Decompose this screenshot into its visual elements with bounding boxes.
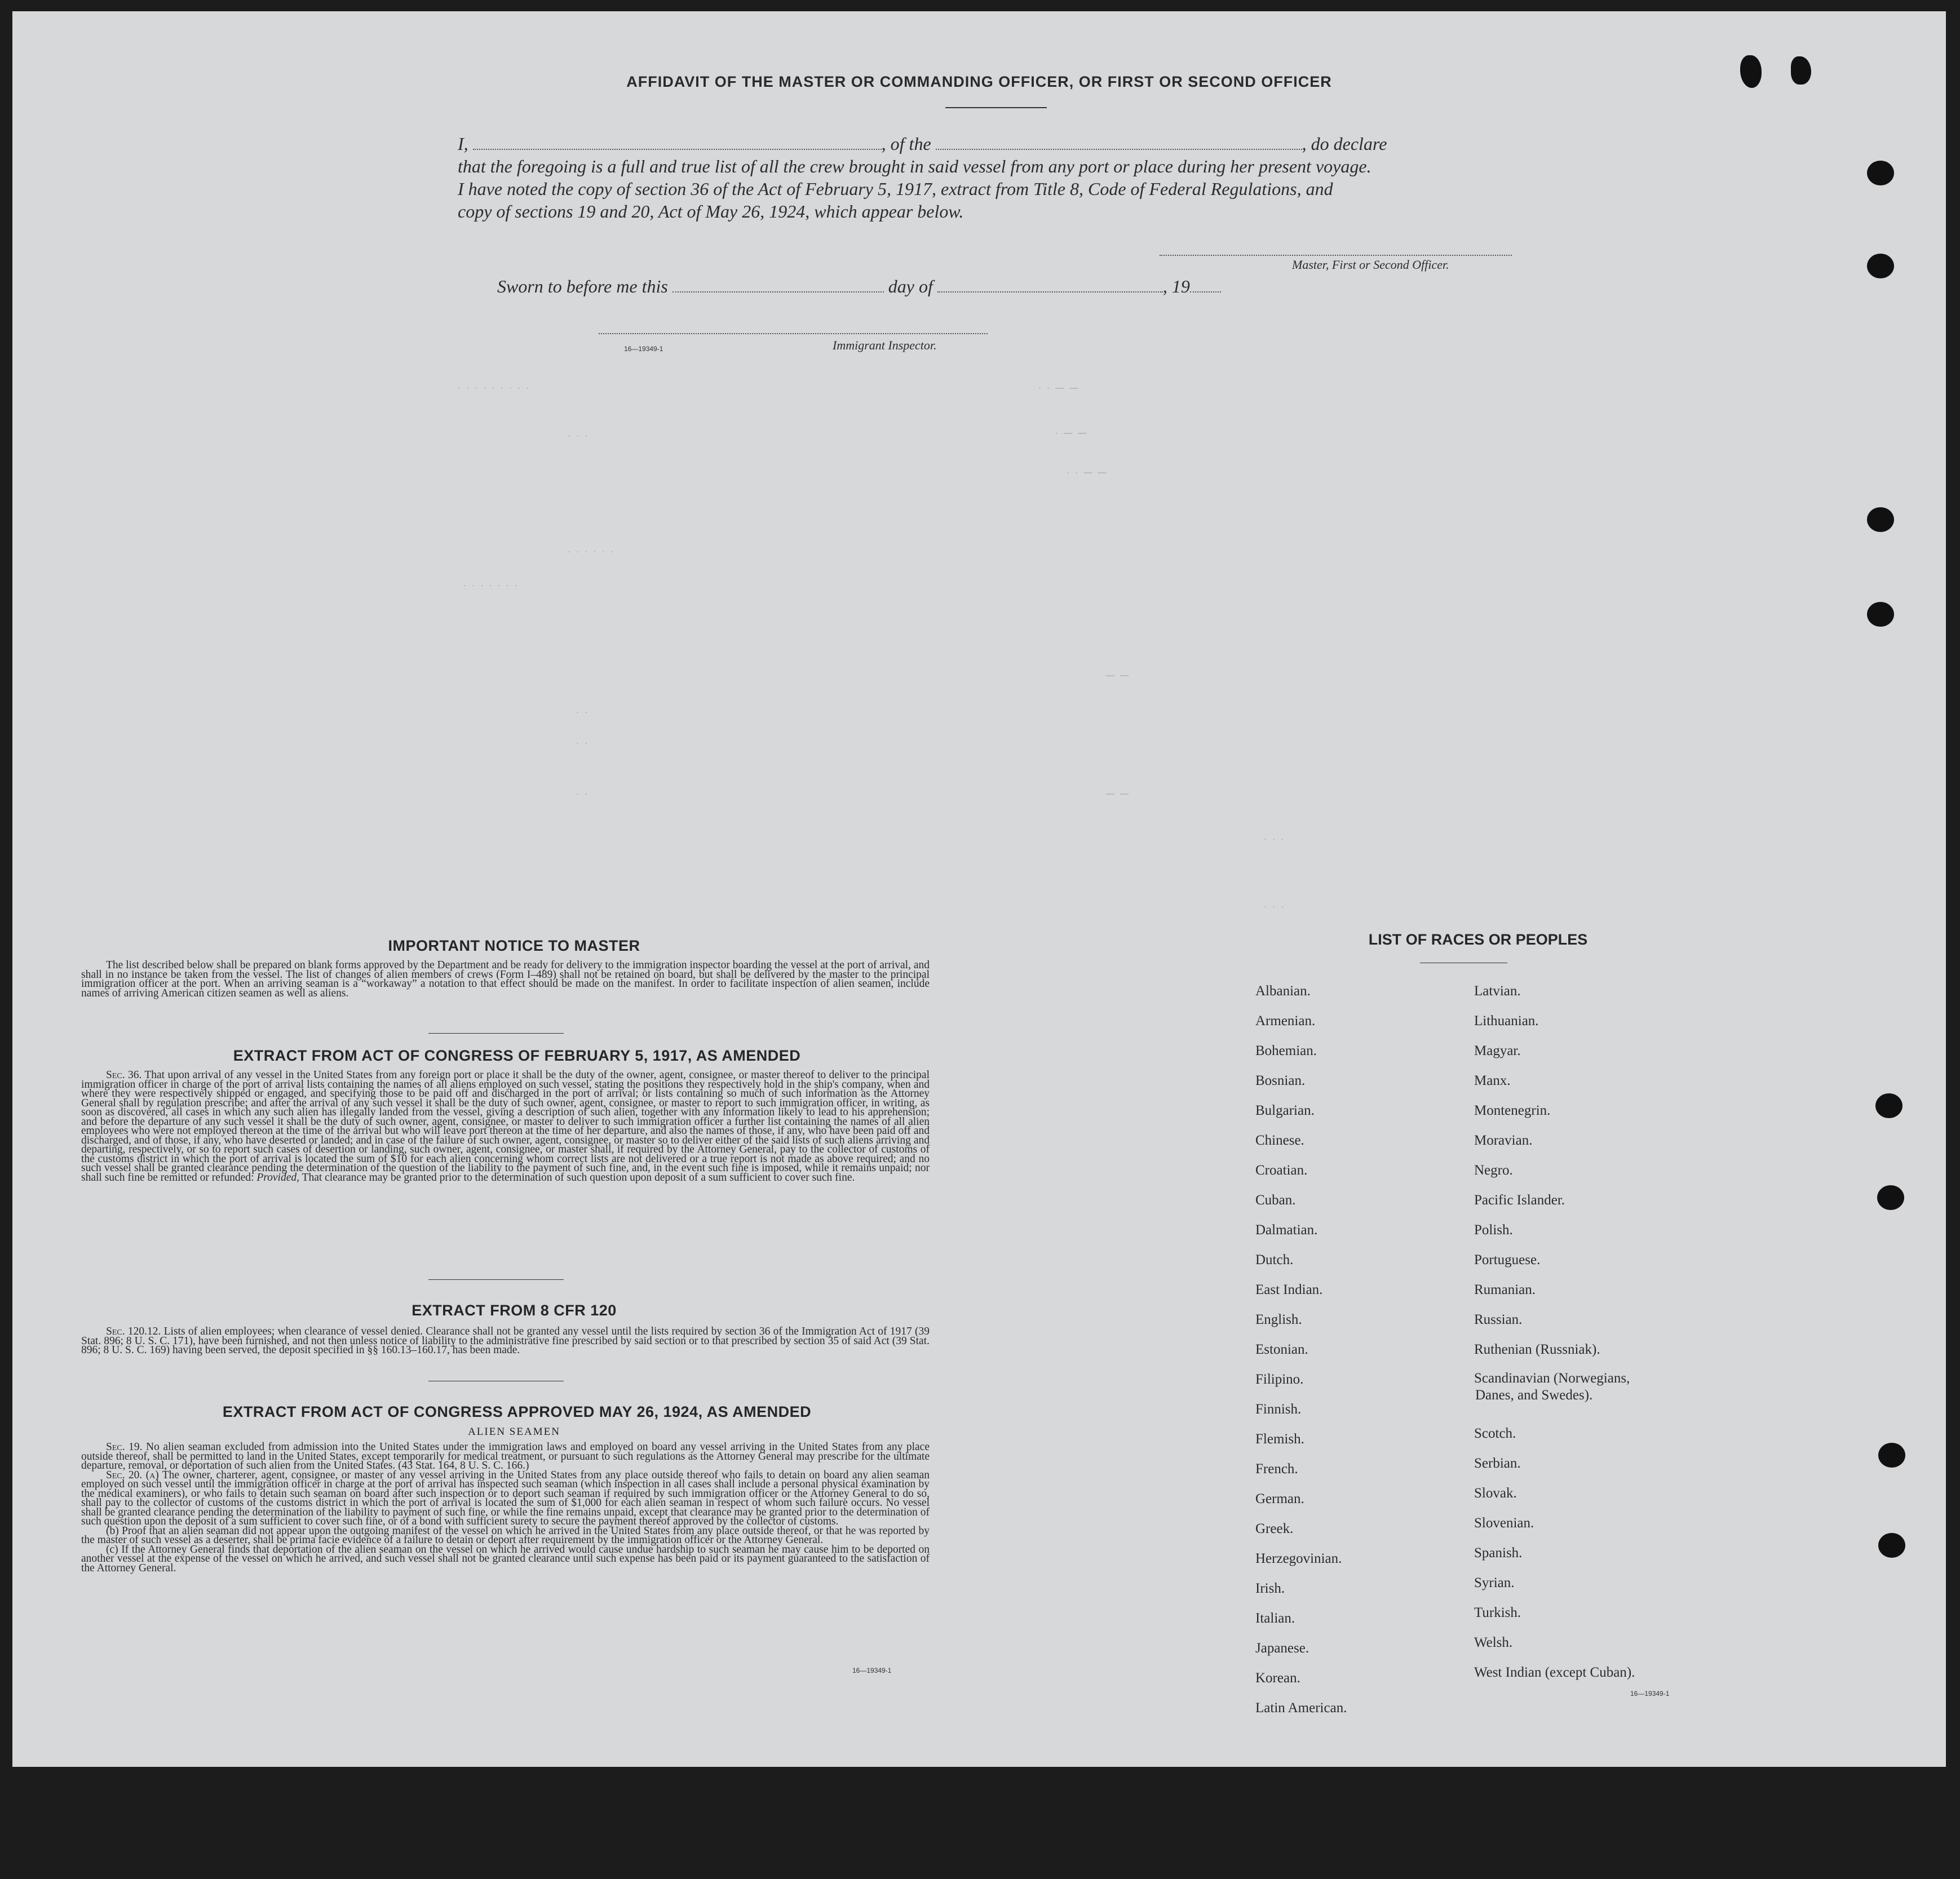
race-item: Greek. — [1255, 1521, 1294, 1536]
punch-hole — [1878, 1533, 1905, 1558]
extract-cfr-title: EXTRACT FROM 8 CFR 120 — [412, 1302, 617, 1319]
declaration — [458, 132, 1529, 223]
race-item: Bohemian. — [1255, 1043, 1317, 1058]
sworn-label: Sworn to before me this — [497, 276, 668, 296]
section-number: Sec. 120.12. — [106, 1326, 161, 1337]
race-item: Finnish. — [1255, 1402, 1302, 1417]
form-number-top: 16—19349-1 — [624, 345, 663, 353]
bleed-through-mark: · · · · · · — [568, 547, 615, 556]
extract-1924-title: EXTRACT FROM ACT OF CONGRESS APPROVED MAY 26, 1924, AS AMENDED — [222, 1403, 812, 1420]
race-item: Herzegovinian. — [1255, 1551, 1342, 1566]
race-item: Pacific Islander. — [1474, 1193, 1565, 1208]
race-item: Chinese. — [1255, 1133, 1304, 1148]
punch-hole — [1867, 161, 1894, 185]
name-blank[interactable] — [473, 134, 882, 150]
declaration-i: I, — [458, 134, 468, 154]
year-label: , 19 — [1162, 276, 1190, 296]
race-item: Armenian. — [1255, 1013, 1316, 1029]
ink-blot — [1740, 55, 1762, 88]
race-item: Syrian. — [1474, 1575, 1515, 1590]
extract-1917-title: EXTRACT FROM ACT OF CONGRESS OF FEBRUARY 5, 1917, AS AMENDED — [233, 1047, 801, 1064]
race-item: Latvian. — [1474, 983, 1521, 999]
race-item: Serbian. — [1474, 1456, 1521, 1471]
race-item: Korean. — [1255, 1670, 1300, 1686]
title-rule — [945, 107, 1047, 108]
bleed-through-mark: · · — — — [1067, 468, 1108, 477]
bleed-through-mark: · · — [576, 789, 590, 799]
bleed-through-mark: · · · · · · · — [463, 580, 519, 590]
race-item: Ruthenian (Russniak). — [1474, 1342, 1600, 1357]
form-number-middle: 16—19349-1 — [852, 1667, 892, 1674]
day-of-label: day of — [888, 276, 933, 296]
section-body: The owner, charterer, agent, consignee, or master of any vessel arriving in the United States from any place outside thereof who fails to detain on board any alien seaman employed on such vessel until the immigration officer in charge at the port of arrival has inspected such seaman (which inspection in all cases shall include a personal physical examination by the medical examiners), or who fails to detain such seaman on board after such inspection or to deport such seaman if required by such immigration officer or the Attorney General to do so, shall pay to the collector of customs of the customs district in which the port of arrival is located the sum of $1,000 for each alien seaman in respect of whom such failure occurs. No vessel shall be granted clearance pending the determination of the liability to payment of such fine, or while the fine remains unpaid, except that clearance may be granted prior to the determination of such question upon the deposit of a sum sufficient to cover such fine, or of a bond with sufficient surety to secure the payment thereof approved by the collector of customs. — [81, 1469, 930, 1527]
race-item: Magyar. — [1474, 1043, 1521, 1058]
section-number: Sec. 19. — [106, 1441, 143, 1453]
section-rule — [428, 1033, 564, 1034]
races-right-column — [1474, 976, 1635, 1687]
extract-1924-sec20a — [81, 1471, 930, 1527]
race-item: German. — [1255, 1491, 1304, 1506]
race-item: Negro. — [1474, 1163, 1513, 1178]
master-signature-label: Master, First or Second Officer. — [1292, 258, 1449, 272]
race-item: Manx. — [1474, 1073, 1511, 1088]
race-item: Turkish. — [1474, 1605, 1521, 1620]
bleed-through-mark: · · · — [1264, 902, 1286, 911]
bleed-through-mark: · · — [576, 738, 590, 748]
races-title: LIST OF RACES OR PEOPLES — [1368, 931, 1588, 948]
race-item: Scandinavian (Norwegians, — [1474, 1371, 1630, 1386]
extract-1924-sec20b: (b) Proof that an alien seaman did not appear upon the outgoing manifest of the vessel on which he arrived in the United States from any place outside thereof, or that he was reported by the master of such vessel as a deserter, shall be prima facie evidence of a failure to detain or deport after requirement by the immigration officer or the Attorney General. — [81, 1525, 930, 1546]
of-the-label: , of the — [881, 134, 931, 154]
punch-hole — [1877, 1185, 1904, 1210]
bleed-through-mark: · — — — [1055, 428, 1089, 438]
race-item: Italian. — [1255, 1611, 1295, 1626]
race-item: Estonian. — [1255, 1342, 1308, 1357]
race-item: Cuban. — [1255, 1193, 1296, 1208]
punch-hole — [1867, 507, 1894, 532]
section-tail: That clearance may be granted prior to the determination of such question upon deposit of a sum sufficient to cover such fine. — [302, 1171, 855, 1184]
section-number: Sec. 36. — [106, 1069, 142, 1081]
declaration-line-2: that the foregoing is a full and true list of all the crew brought in said vessel from any port or place during her present voyage. — [458, 156, 1371, 176]
bleed-through-mark: · · · — [1264, 834, 1286, 844]
race-item: Croatian. — [1255, 1163, 1308, 1178]
race-item: Flemish. — [1255, 1432, 1304, 1447]
races-left-column — [1255, 976, 1347, 1723]
race-item: Slovenian. — [1474, 1515, 1534, 1531]
bleed-through-mark: · · · · · · · · · — [458, 383, 531, 393]
notice-paragraph: The list described below shall be prepared on blank forms approved by the Department and be ready for delivery to the immigration inspector boarding the vessel at the port of arrival, and shall in no instance be taken from the vessel. The list of changes of alien members of crews (Form I–489) shall not be retained on board, but shall be delivered by the master to the principal immigration officer at the port. When an arriving seaman is a “workaway” a notation to that effect should be made on the manifest. In order to facilitate inspection of alien seamen, include names of arriving American citizen seamen as well as aliens. — [81, 959, 930, 999]
extract-1917-paragraph — [81, 1071, 930, 1182]
extract-1917-text — [81, 1071, 930, 1182]
sworn-day-blank[interactable] — [672, 277, 884, 293]
race-item: Russian. — [1474, 1312, 1523, 1327]
race-item: Lithuanian. — [1474, 1013, 1539, 1029]
race-item: Bulgarian. — [1255, 1103, 1315, 1118]
form-number-bottom: 16—19349-1 — [1630, 1690, 1670, 1698]
punch-hole — [1867, 602, 1894, 627]
document-page — [12, 11, 1946, 1767]
notice-title: IMPORTANT NOTICE TO MASTER — [388, 937, 640, 954]
extract-1924-sec19 — [81, 1443, 930, 1471]
notice-text — [81, 961, 930, 998]
sworn-line — [497, 276, 1221, 297]
race-item: Portuguese. — [1474, 1252, 1541, 1268]
race-item-multiline — [1474, 1364, 1635, 1419]
inspector-label: Immigrant Inspector. — [833, 338, 937, 352]
bleed-through-mark: · · — — — [1038, 383, 1080, 393]
bleed-through-mark: · · — [576, 707, 590, 717]
section-body: Lists of alien employees; when clearance of vessel denied. Clearance shall not be granted any vessel until the lists required by section 36 of the Immigration Act of 1917 (39 Stat. 896; 8 U. S. C. 171), have been furnished, and not then unless notice of liability to the administrative fine prescribed by said section or to that prescribed by section 35 of said Act (39 Stat. 896; 8 U. S. C. 169) having been served, the deposit specified in §§ 160.13–160.17, has been made. — [81, 1326, 930, 1356]
race-item: Polish. — [1474, 1222, 1513, 1238]
race-item: Albanian. — [1255, 983, 1311, 999]
declaration-line-1 — [458, 132, 1529, 155]
race-item: Montenegrin. — [1474, 1103, 1551, 1118]
race-item: French. — [1255, 1461, 1298, 1477]
sworn-year-blank[interactable] — [1190, 277, 1221, 293]
race-item: English. — [1255, 1312, 1302, 1327]
bleed-through-mark: — — — [1106, 789, 1131, 799]
proviso: Provided, — [256, 1171, 299, 1184]
bleed-through-mark: — — — [1106, 671, 1131, 680]
race-item: Welsh. — [1474, 1635, 1513, 1650]
race-item: Latin American. — [1255, 1700, 1347, 1716]
extract-cfr-text — [81, 1327, 930, 1355]
race-item: Dutch. — [1255, 1252, 1294, 1268]
race-item: Irish. — [1255, 1581, 1285, 1596]
race-item: Slovak. — [1474, 1486, 1517, 1501]
section-body: That upon arrival of any vessel in the United States from any foreign port or place it shall be the duty of the owner, agent, consignee, or master thereof to deliver to the principal immigration officer in charge of the port of arrival lists containing the names of all aliens employed on such vessel, stating the positions they respectively hold in the ship's company, when and where they were respectively shipped or engaged, and specifying those to be paid off and discharged in the port of arrival; or lists containing so much of such information as the Attorney General shall by regulation prescribe; and after the arrival of any such vessel it shall be the duty of such owner, agent, consignee, or master to report to such immigration officer, in writing, as soon as discovered, all cases in which any such alien has illegally landed from the vessel, giving a description of such alien, together with any information likely to lead to his apprehension; and before the departure of any such vessel it shall be the duty of such owner, agent, consignee, or master to deliver to such immigration officer a further list containing the names of all alien employees who were not employed thereon at the time of the arrival but who will leave port thereon at the time of her departure, and also the names of those, if any, who have been paid off and discharged, and of those, if any, who have deserted or landed; and in case of the failure of such owner, agent, consignee, or master so to deliver either of the said lists of such aliens arriving and departing, respectively, or so to report such cases of desertion or landing, such owner, agent, consignee, or master shall, if required by the Attorney General, pay to the collector of customs of the customs district in which the port of arrival is located the sum of $10 for each alien concerning whom correct lists are not delivered or a true report is not made as above required; and no such vessel shall be granted clearance pending the determination of the question of the liability to the payment of such fine, and, in the event such fine is imposed, while it remains unpaid; nor shall such fine be remitted or refunded: — [81, 1069, 930, 1184]
race-item: Japanese. — [1255, 1641, 1309, 1656]
race-item: East Indian. — [1255, 1282, 1323, 1297]
race-item: Scotch. — [1474, 1426, 1516, 1441]
race-item: Rumanian. — [1474, 1282, 1536, 1297]
vessel-blank[interactable] — [936, 134, 1302, 150]
ink-blot — [1791, 56, 1811, 85]
race-item: Bosnian. — [1255, 1073, 1306, 1088]
extract-1924-sec20c: (c) If the Attorney General finds that deportation of the alien seaman on the vessel on which he arrived would cause undue hardship to such seaman he may cause him to be deported on another vessel at the expense of the vessel on which he arrived, and such vessel shall not be granted clearance until such expense has been paid or its payment guaranteed to the satisfaction of the Attorney General. — [81, 1543, 930, 1574]
bleed-through-mark: · · · — [568, 431, 590, 441]
race-item: Dalmatian. — [1255, 1222, 1318, 1238]
inspector-signature-line[interactable] — [599, 333, 988, 334]
race-item: Spanish. — [1474, 1545, 1523, 1561]
race-item: Filipino. — [1255, 1372, 1304, 1387]
alien-seamen-subtitle: ALIEN SEAMEN — [468, 1426, 560, 1438]
race-item: Moravian. — [1474, 1133, 1533, 1148]
extract-cfr-paragraph — [81, 1327, 930, 1355]
extract-1924-text — [81, 1443, 930, 1573]
do-declare-label: , do declare — [1302, 134, 1387, 154]
punch-hole — [1867, 254, 1894, 278]
master-signature-line[interactable] — [1160, 255, 1512, 256]
declaration-line-4: copy of sections 19 and 20, Act of May 26, 1924, which appear below. — [458, 201, 964, 221]
punch-hole — [1875, 1093, 1903, 1118]
affidavit-title: AFFIDAVIT OF THE MASTER OR COMMANDING OFFICER, OR FIRST OR SECOND OFFICER — [626, 73, 1332, 90]
declaration-line-3: I have noted the copy of section 36 of the Act of February 5, 1917, extract from Title 8, Code of Federal Regulations, and — [458, 179, 1333, 199]
punch-hole — [1878, 1443, 1905, 1468]
race-item: Danes, and Swedes). — [1475, 1388, 1593, 1403]
race-item: West Indian (except Cuban). — [1474, 1665, 1635, 1680]
section-rule — [428, 1279, 564, 1280]
section-number: Sec. 20. (a) — [106, 1469, 159, 1481]
sworn-month-blank[interactable] — [937, 277, 1163, 293]
section-body: No alien seaman excluded from admission into the United States under the immigration laws and employed on board any vessel arriving in the United States from any place outside thereof, shall be permitted to land in the United States, except temporarily for medical treatment, or pursuant to such regulations as the Attorney General may prescribe for the ultimate departure, removal, or deportation of such alien from the United States. (43 Stat. 164, 8 U. S. C. 166.) — [81, 1441, 930, 1472]
